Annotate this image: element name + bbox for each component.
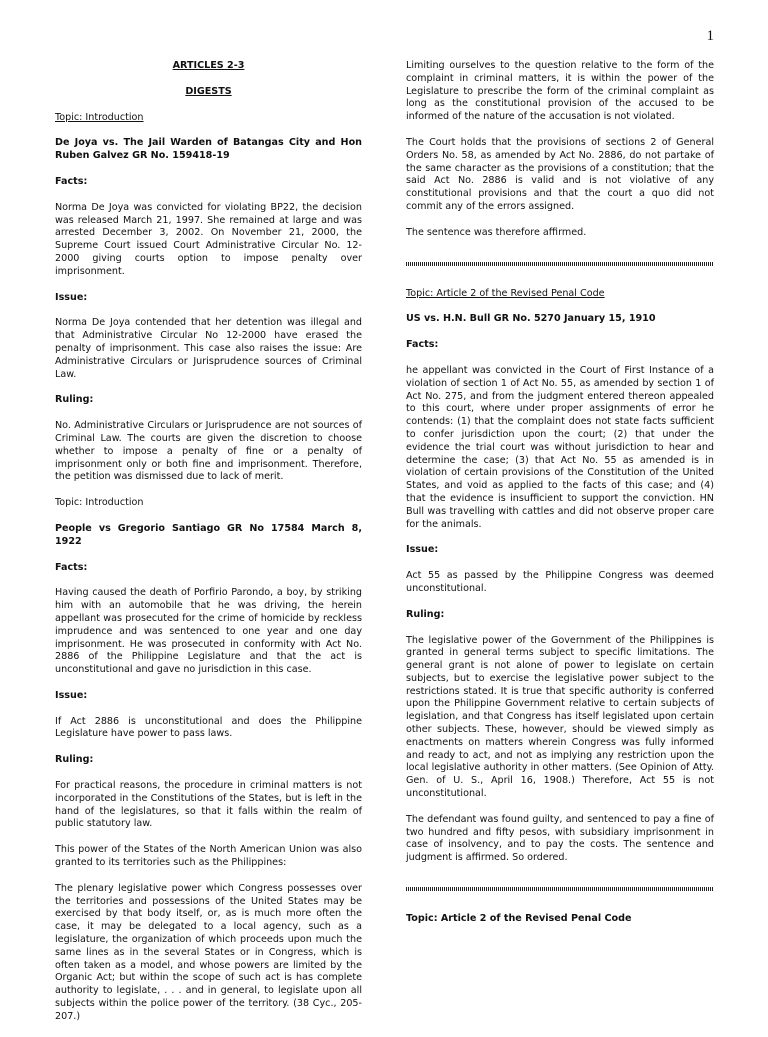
ruling-text: For practical reasons, the procedure in criminal matters is not incorporated in the Constitutions of the States, but is left in the hand of the legislatures, so that it falls within the realm of public statutory law. bbox=[55, 780, 362, 830]
right-column bbox=[406, 60, 714, 939]
document-subtitle: DIGESTS bbox=[185, 85, 232, 97]
document-title: ARTICLES 2-3 bbox=[172, 60, 245, 71]
ruling-label: Ruling: bbox=[55, 754, 94, 766]
left-column bbox=[55, 60, 362, 1037]
separator-line bbox=[406, 262, 714, 266]
ruling-label: Ruling: bbox=[406, 608, 445, 620]
issue-text: Norma De Joya contended that her detention was illegal and that Administrative Circular No 12-2000 have erased the penalty of imprisonment. This case also raises the issue: Are Administrative Circulars or Jurisprudence sources of Criminal Law. bbox=[55, 317, 362, 380]
topic-heading: Topic: Article 2 of the Revised Penal Code bbox=[406, 287, 605, 299]
ruling-text: Limiting ourselves to the question relative to the form of the complaint in criminal matters, it is within the power of the Legislature to prescribe the form of the criminal complaint as long as the constitutional provision of the accused to be informed of the nature of the accusation is not violated. bbox=[406, 60, 714, 123]
facts-text: Norma De Joya was convicted for violating BP22, the decision was released March 21, 1997. She remained at large and was arrested December 3, 2002. On November 21, 2000, the Supreme Court issued Court Administrative Circular No. 12-2000 giving courts option to impose penalty over imprisonment. bbox=[55, 201, 362, 277]
facts-label: Facts: bbox=[406, 339, 439, 351]
issue-label: Issue: bbox=[406, 544, 439, 556]
topic-heading: Topic: Introduction bbox=[55, 111, 144, 123]
ruling-text: The Court holds that the provisions of sections 2 of General Orders No. 58, as amended by Act No. 2886, do not partake of the same character as the provisions of a constitution; that the said Act No. 2886 is valid and is not violative of any constitutional provisions and that the court a quo did not commit any of the errors assigned. bbox=[406, 136, 714, 212]
ruling-text: The legislative power of the Government of the Philippines is granted in general terms subject to specific limitations. The general grant is not alone of power to legislate on certain subjects, but to exercise the legislative power subject to the restrictions stated. It is true that specific authority is conferred upon the Philippine Government relative to certain subjects of legislation, and that Congress has itself legislated upon certain other subjects. These, however, should be viewed simply as enactments on matters wherein Congress was fully informed and ready to act, and not as implying any restriction upon the local legislative authority in other matters. (See Opinion of Atty. Gen. of U. S., April 16, 1908.) Therefore, Act 55 is not unconstitutional. bbox=[406, 634, 714, 800]
case-title: People vs Gregorio Santiago GR No 17584 March 8, 1922 bbox=[55, 522, 362, 547]
topic-heading: Topic: Introduction bbox=[55, 497, 144, 509]
ruling-text: This power of the States of the North American Union was also granted to its territories such as the Philippines: bbox=[55, 844, 362, 869]
issue-text: If Act 2886 is unconstitutional and does the Philippine Legislature have power to pass laws. bbox=[55, 715, 362, 740]
page-number: 1 bbox=[706, 28, 714, 44]
ruling-text: No. Administrative Circulars or Jurisprudence are not sources of Criminal Law. The courts are given the discretion to choose whether to impose a penalty of fine or a penalty of imprisonment only or both fine and imprisonment. Therefore, the petition was dismissed due to lack of merit. bbox=[55, 420, 362, 483]
case-title: US vs. H.N. Bull GR No. 5270 January 15, 1910 bbox=[406, 313, 656, 325]
ruling-text: The sentence was therefore affirmed. bbox=[406, 226, 587, 238]
separator-line bbox=[406, 887, 714, 891]
ruling-text: The defendant was found guilty, and sentenced to pay a fine of two hundred and fifty pesos, with subsidiary imprisonment in case of insolvency, and to pay the costs. The sentence and judgment is affirmed. So ordered. bbox=[406, 813, 714, 864]
ruling-label: Ruling: bbox=[55, 394, 94, 406]
facts-text: he appellant was convicted in the Court of First Instance of a violation of section 1 of Act No. 55, as amended by section 1 of Act No. 275, and from the judgment entered thereon appealed to this court, where under proper assignments of error he contends: (1) that the complaint does not state facts sufficient to confer jurisdiction upon the court; (2) that under the evidence the trial court was without jurisdiction to hear and determine the case; (3) that Act No. 55 as amended is in violation of certain provisions of the Constitution of the United States, and void as applied to the facts of this case; and (4) that the evidence is insufficient to support the conviction. HN Bull was travelling with cattles and did not observe proper care for the animals. bbox=[406, 364, 714, 530]
issue-label: Issue: bbox=[55, 291, 88, 303]
case-title: De Joya vs. The Jail Warden of Batangas City and Hon Ruben Galvez GR No. 159418-19 bbox=[55, 137, 362, 162]
issue-text: Act 55 as passed by the Philippine Congress was deemed unconstitutional. bbox=[406, 570, 714, 594]
ruling-text: The plenary legislative power which Congress possesses over the territories and possessions of the United States may be exercised by that body itself, or, as is much more often the case, it may be delegated to a local agency, such as a legislature, the organization of which proceeds upon much the same lines as in the several States or in Congress, which is often taken as a model, and whose powers are limited by the Organic Act; but within the scope of such act is has complete authority to legislate, . . . and in general, to legislate upon all subjects within the police power of the territory. (38 Cyc., 205-207.) bbox=[55, 882, 362, 1022]
facts-label: Facts: bbox=[55, 561, 88, 573]
facts-label: Facts: bbox=[55, 175, 88, 187]
issue-label: Issue: bbox=[55, 689, 88, 701]
topic-heading: Topic: Article 2 of the Revised Penal Code bbox=[406, 913, 632, 925]
facts-text: Having caused the death of Porfirio Parondo, a boy, by striking him with an automobile that he was driving, the herein appellant was prosecuted for the crime of homicide by reckless imprudence and was sentenced to one year and one day imprisonment. He was prosecuted in conformity with Act No. 2886 of the Philippine Legislature and that the act is unconstitutional and gave no jurisdiction in this case. bbox=[55, 587, 362, 676]
